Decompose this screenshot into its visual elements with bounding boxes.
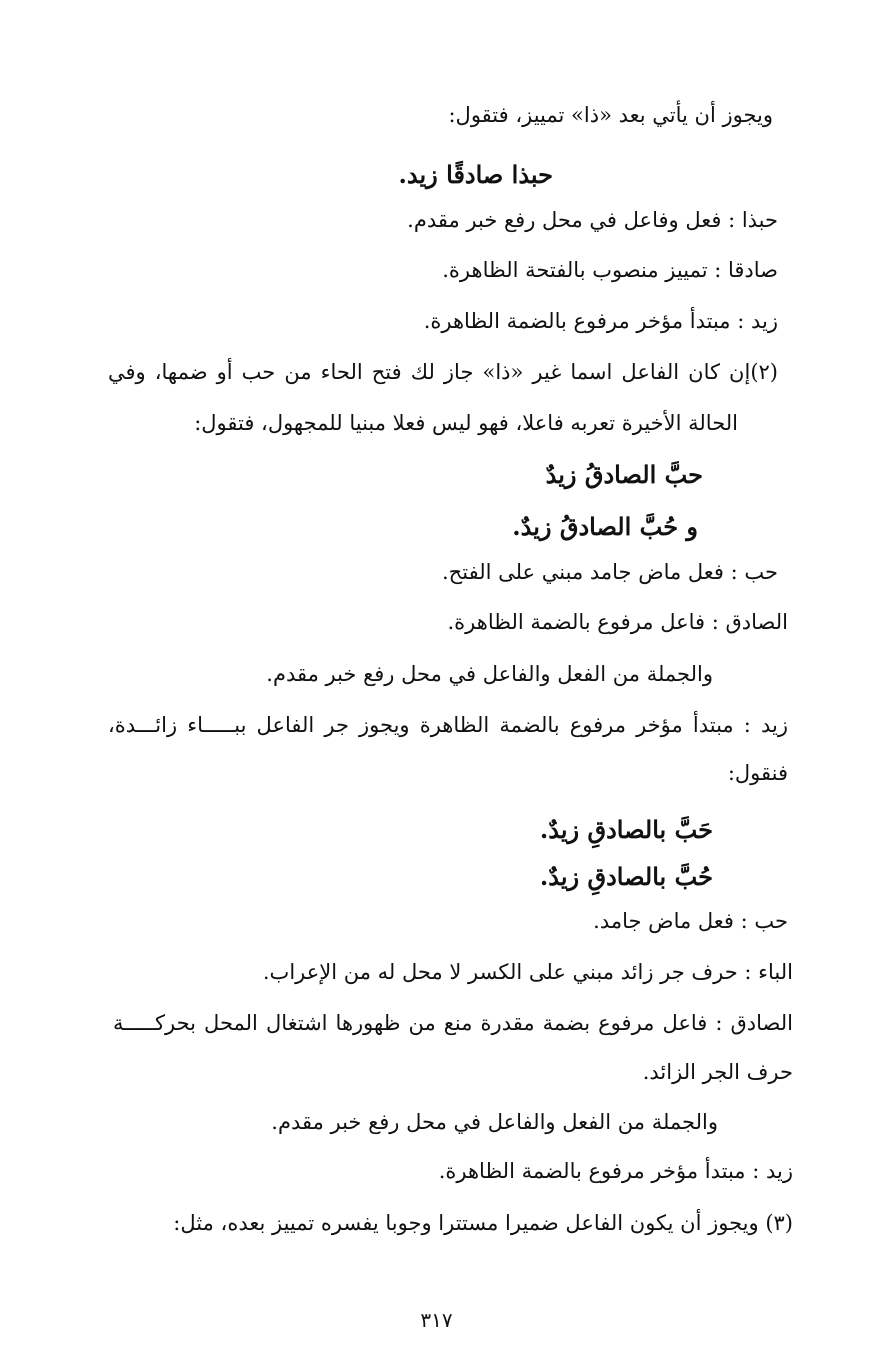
example-sentence: حبذا صادقًا زيد. bbox=[398, 160, 553, 189]
text-line: زيد : مبتدأ مؤخر مرفوع بالضمة الظاهرة. bbox=[423, 309, 778, 333]
text-line: الباء : حرف جر زائد مبني على الكسر لا محل له من الإعراب. bbox=[262, 960, 793, 984]
example-sentence: حَبَّ بالصادقِ زيدٌ. bbox=[539, 815, 713, 844]
text-line: حب : فعل ماض جامد مبني على الفتح. bbox=[442, 560, 778, 584]
example-sentence: و حُبَّ الصادقُ زيدٌ. bbox=[512, 512, 698, 541]
text-line: ويجوز أن يأتي بعد «ذا» تمييز، فتقول: bbox=[448, 103, 773, 127]
example-sentence: حبَّ الصادقُ زيدٌ bbox=[545, 460, 703, 489]
text-line: حب : فعل ماض جامد. bbox=[593, 909, 788, 933]
text-line: والجملة من الفعل والفاعل في محل رفع خبر مقدم. bbox=[266, 662, 713, 686]
text-line: (٢)إن كان الفاعل اسما غير «ذا» جاز لك فتح الحاء من حب أو ضمها، وفي bbox=[108, 360, 778, 384]
text-line: والجملة من الفعل والفاعل في محل رفع خبر مقدم. bbox=[271, 1110, 718, 1134]
example-sentence: حُبَّ بالصادقِ زيدٌ. bbox=[539, 862, 713, 891]
text-line: زيد : مبتدأ مؤخر مرفوع بالضمة الظاهرة ويجوز جر الفاعل ببـــــاء زائـــدة، bbox=[108, 713, 788, 737]
text-line: فنقول: bbox=[727, 761, 788, 785]
text-line: صادقا : تمييز منصوب بالفتحة الظاهرة. bbox=[442, 258, 778, 282]
text-line: حبذا : فعل وفاعل في محل رفع خبر مقدم. bbox=[407, 208, 778, 232]
text-line: زيد : مبتدأ مؤخر مرفوع بالضمة الظاهرة. bbox=[438, 1159, 793, 1183]
page-number: ٣١٧ bbox=[420, 1308, 453, 1332]
text-line: الحالة الأخيرة تعربه فاعلا، فهو ليس فعلا مبنيا للمجهول، فتقول: bbox=[194, 411, 738, 435]
text-line: الصادق : فاعل مرفوع بضمة مقدرة منع من ظهورها اشتغال المحل بحركـــــة bbox=[113, 1011, 793, 1035]
text-line: (٣) ويجوز أن يكون الفاعل ضميرا مستترا وجوبا يفسره تمييز بعده، مثل: bbox=[173, 1211, 793, 1235]
text-line: الصادق : فاعل مرفوع بالضمة الظاهرة. bbox=[447, 610, 788, 634]
text-line: حرف الجر الزائد. bbox=[642, 1060, 793, 1084]
